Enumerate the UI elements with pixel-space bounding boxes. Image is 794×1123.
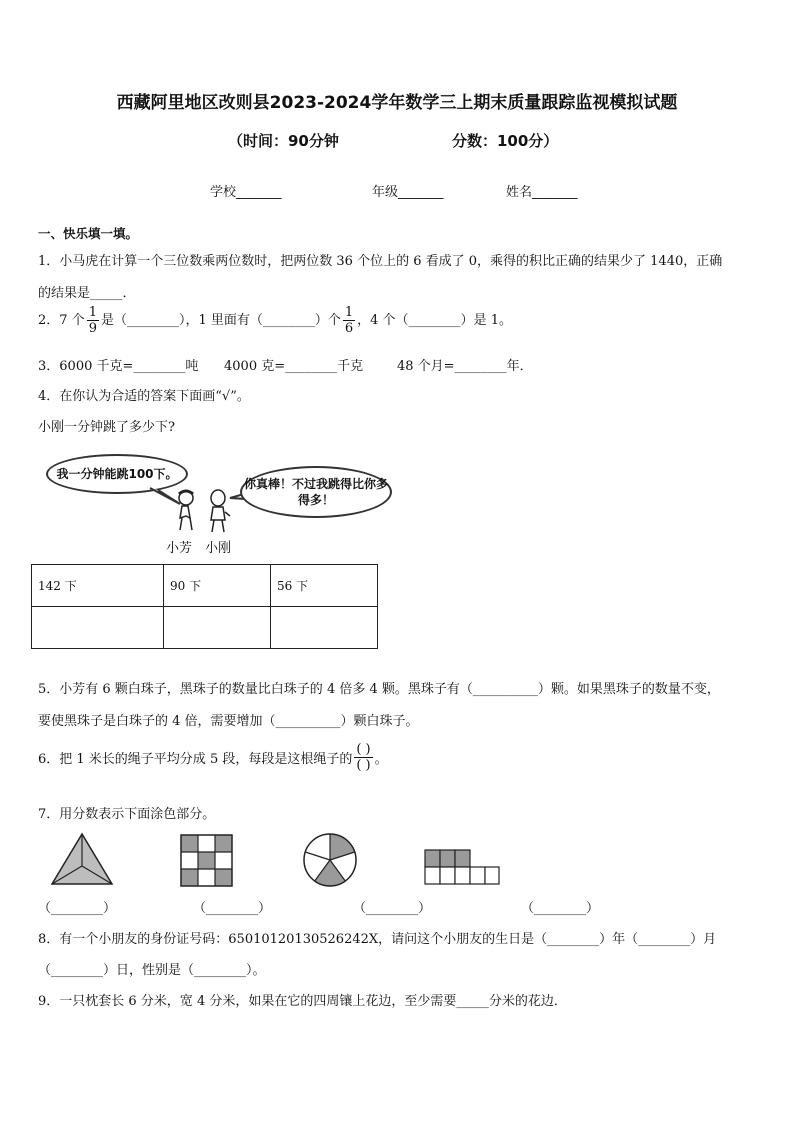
question-8-line1: 8．有一个小朋友的身份证号码：650101201305262​42X，请问这个小朋友的生日是（________）年（________）月 [38,932,717,947]
question-6 [38,742,388,773]
grade-field: 年级_______ [372,185,444,200]
fraction-denominator: 9 [88,321,97,336]
speech-bubble-left: 我一分钟能跳100下。 [46,454,188,494]
option-cell: 90 下 [164,565,271,607]
label-xiaofang: 小芳 [166,541,193,556]
q7-blank-1[interactable]: （________） [38,901,117,916]
question-9: 9．一只枕套长 6 分米，宽 4 分米，如果在它的四周镶上花边，至少需要_____分米的花边． [38,994,567,1009]
fraction-numerator: 1 [88,305,97,320]
question-6-end: 。 [374,752,388,767]
fraction-denominator: 6 [344,321,354,336]
page-title: 西藏阿里地区改则县2023-2024学年数学三上期末质量跟踪监视模拟试题 [116,93,678,113]
question-3a: 3．6000 千克=________吨 [38,359,199,374]
school-field: 学校_______ [210,185,282,200]
exam-time: （时间：90分钟 [228,132,339,150]
exam-score: 分数：100分） [452,132,559,150]
fraction-one-ninth [87,305,99,336]
table-row [32,607,378,649]
speech-bubble-right: 你真棒！不过我跳得比你多得多！ [240,466,392,518]
answer-cell[interactable] [32,607,164,649]
answer-cell[interactable] [271,607,378,649]
question-8-line2: （________）日，性别是（________）。 [38,963,266,978]
children-figure-icon [170,488,240,538]
option-cell: 56 下 [271,565,378,607]
q7-blank-2[interactable]: （________） [193,901,272,916]
answer-cell[interactable] [164,607,271,649]
shaded-blocks-icon [424,848,500,888]
question-6-text: 6．把 1 米长的绳子平均分成 5 段，每段是这根绳子的 [38,752,353,767]
table-row [32,565,378,607]
question-4-line1: 4．在你认为合适的答案下面画“√”。 [38,389,250,404]
question-5-line1: 5．小芳有 6 颗白珠子，黑珠子的数量比白珠子的 4 倍多 4 颗。黑珠子有（__________）颗。如果黑珠子的数量不变， [38,682,720,697]
shaded-circle-icon [302,832,358,888]
question-2 [38,305,512,336]
question-1-line2: 的结果是_____． [38,286,136,301]
question-5-line2: 要使黑珠子是白珠子的 4 倍，需要增加（__________）颗白珠子。 [38,714,419,729]
blank-fraction [354,742,372,773]
name-field: 姓名_______ [506,185,578,200]
answer-table [31,564,378,649]
fraction-denominator: ( ) [356,758,371,773]
question-4-line2: 小刚一分钟跳了多少下? [38,420,175,435]
question-2-part-b: 是（________），1 里面有（________）个 [100,313,341,328]
shaded-triangle-icon [50,832,114,887]
section-heading: 一、快乐填一填。 [38,226,139,241]
question-2-part-a: 2．7 个 [38,313,85,328]
option-cell: 142 下 [32,565,164,607]
illustration [40,452,390,557]
shaded-grid-icon [180,834,234,888]
question-1-line1: 1．小马虎在计算一个三位数乘两位数时，把两位数 36 个位上的 6 看成了 0，乘得的积比正确的结果少了 1440，正确 [38,254,723,269]
question-2-part-c: ，4 个（________）是 1。 [357,313,512,328]
fraction-numerator: ( ) [356,742,371,757]
question-3c: 48 个月=________年． [397,359,533,374]
q7-blank-4[interactable]: （________） [521,901,600,916]
fraction-numerator: 1 [344,305,354,320]
label-xiaogang: 小刚 [205,541,232,556]
question-7: 7．用分数表示下面涂色部分。 [38,807,216,822]
fraction-one-sixth [343,305,355,336]
question-3b: 4000 克=________千克 [224,359,364,374]
q7-blank-3[interactable]: （________） [353,901,432,916]
